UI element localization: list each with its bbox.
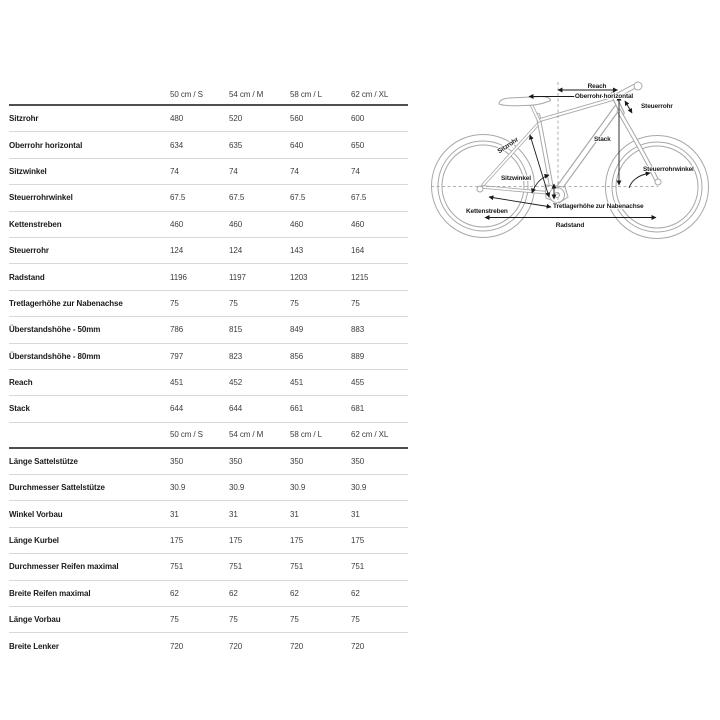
cell-value: 175 — [170, 536, 184, 546]
cell-value: 635 — [229, 140, 243, 150]
cell-value: 74 — [170, 166, 179, 176]
cell-value: 634 — [170, 140, 184, 150]
cell-value: 600 — [351, 114, 365, 124]
cell-value: 720 — [229, 641, 243, 651]
cell-value: 143 — [290, 246, 304, 256]
table-row — [9, 317, 408, 343]
row-label: Steuerrohrwinkel — [9, 193, 73, 203]
cell-value: 797 — [170, 351, 184, 361]
cell-value: 75 — [170, 298, 179, 308]
cell-value: 1215 — [351, 272, 369, 282]
cell-value: 67.5 — [229, 193, 245, 203]
cell-value: 350 — [229, 456, 243, 466]
cell-value: 350 — [290, 456, 304, 466]
front-wheel — [606, 136, 709, 239]
size-header-row — [9, 84, 408, 106]
table-row — [9, 396, 408, 422]
cell-value: 644 — [170, 404, 184, 414]
cell-value: 480 — [170, 114, 184, 124]
cell-value: 75 — [290, 298, 299, 308]
kettenstreben-label: Kettenstreben — [466, 208, 508, 215]
stack-label: Stack — [594, 136, 611, 143]
table-row — [9, 212, 408, 238]
size-column-header: 58 cm / L — [290, 89, 323, 99]
table-row — [9, 291, 408, 317]
cell-value: 75 — [229, 298, 238, 308]
cell-value: 751 — [229, 562, 243, 572]
cell-value: 75 — [290, 615, 299, 625]
table-row — [9, 633, 408, 658]
cell-value: 30.9 — [170, 483, 186, 493]
cell-value: 75 — [351, 298, 360, 308]
row-label: Durchmesser Reifen maximal — [9, 562, 119, 572]
cell-value: 67.5 — [351, 193, 367, 203]
cell-value: 124 — [229, 246, 243, 256]
handlebar-grip — [634, 82, 642, 90]
cell-value: 823 — [229, 351, 243, 361]
saddle — [499, 97, 551, 106]
cell-value: 74 — [290, 166, 299, 176]
cell-value: 75 — [229, 615, 238, 625]
row-label: Steuerrohr — [9, 246, 49, 256]
cell-value: 560 — [290, 114, 304, 124]
cell-value: 849 — [290, 325, 304, 335]
row-label: Oberrohr horizontal — [9, 140, 83, 150]
row-label: Länge Vorbau — [9, 615, 61, 625]
cell-value: 815 — [229, 325, 243, 335]
cell-value: 350 — [170, 456, 184, 466]
cell-value: 452 — [229, 378, 243, 388]
row-label: Länge Kurbel — [9, 536, 59, 546]
table-row — [9, 132, 408, 158]
steuerrohrwinkel-label: Steuerrohrwinkel — [643, 166, 694, 173]
tretlagerhoehe-label: Tretlagerhöhe zur Nabenachse — [553, 203, 644, 210]
table-row — [9, 159, 408, 185]
cell-value: 1196 — [170, 272, 187, 282]
cell-value: 67.5 — [170, 193, 186, 203]
cell-value: 30.9 — [351, 483, 367, 493]
row-label: Winkel Vorbau — [9, 509, 63, 519]
cell-value: 31 — [229, 509, 238, 519]
cell-value: 74 — [351, 166, 360, 176]
cell-value: 62 — [290, 588, 299, 598]
reach-label: Reach — [587, 83, 607, 90]
cell-value: 62 — [229, 588, 238, 598]
cell-value: 720 — [170, 641, 184, 651]
cell-value: 650 — [351, 140, 365, 150]
cell-value: 62 — [351, 588, 360, 598]
geometry-tables — [9, 84, 408, 659]
table-row — [9, 607, 408, 633]
cell-value: 720 — [290, 641, 304, 651]
row-label: Kettenstreben — [9, 219, 62, 229]
radstand-label: Radstand — [555, 222, 585, 229]
row-label: Überstandshöhe - 80mm — [9, 351, 101, 361]
geometry-table-2 — [9, 423, 408, 659]
table-row — [9, 475, 408, 501]
table-row — [9, 501, 408, 527]
row-label: Radstand — [9, 272, 45, 282]
cell-value: 62 — [170, 588, 179, 598]
row-label: Breite Reifen maximal — [9, 588, 91, 598]
size-column-header: 54 cm / M — [229, 89, 264, 99]
cell-value: 75 — [170, 615, 179, 625]
cell-value: 74 — [229, 166, 238, 176]
oberrohr-label: Oberrohr horizontal — [574, 93, 634, 100]
size-column-header: 50 cm / S — [170, 89, 203, 99]
table-row — [9, 185, 408, 211]
sitzwinkel-label: Sitzwinkel — [501, 175, 531, 182]
cell-value: 31 — [170, 509, 179, 519]
cell-value: 681 — [351, 404, 365, 414]
cell-value: 1203 — [290, 272, 308, 282]
cell-value: 786 — [170, 325, 184, 335]
table-row — [9, 106, 408, 132]
size-header-row — [9, 423, 408, 449]
cell-value: 451 — [290, 378, 304, 388]
table-row — [9, 528, 408, 554]
table-row — [9, 449, 408, 475]
table-row — [9, 344, 408, 370]
row-label: Breite Lenker — [9, 641, 59, 651]
row-label: Sitzrohr — [9, 114, 39, 124]
cell-value: 75 — [351, 615, 360, 625]
cell-value: 451 — [170, 378, 184, 388]
cell-value: 856 — [290, 351, 304, 361]
cell-value: 175 — [290, 536, 304, 546]
steuerrohr-label: Steuerrohr — [641, 103, 673, 110]
cell-value: 31 — [351, 509, 360, 519]
front-dropout — [655, 179, 661, 185]
table-row — [9, 264, 408, 290]
table-row — [9, 238, 408, 264]
row-label: Länge Sattelstütze — [9, 456, 78, 466]
table-row — [9, 370, 408, 396]
bike-geometry-diagram — [425, 55, 720, 245]
cell-value: 661 — [290, 404, 304, 414]
size-column-header: 62 cm / XL — [351, 89, 389, 99]
size-column-header: 50 cm / S — [170, 430, 203, 440]
cell-value: 30.9 — [229, 483, 245, 493]
cell-value: 520 — [229, 114, 243, 124]
cell-value: 460 — [351, 219, 365, 229]
cell-value: 350 — [351, 456, 365, 466]
cell-value: 124 — [170, 246, 184, 256]
cell-value: 751 — [170, 562, 184, 572]
row-label: Sitzwinkel — [9, 166, 47, 176]
row-label: Reach — [9, 378, 33, 388]
cell-value: 751 — [290, 562, 304, 572]
table-row — [9, 581, 408, 607]
row-label: Stack — [9, 404, 30, 414]
cell-value: 644 — [229, 404, 243, 414]
cell-value: 175 — [229, 536, 243, 546]
size-column-header: 58 cm / L — [290, 430, 323, 440]
row-label: Überstandshöhe - 50mm — [9, 325, 101, 335]
cell-value: 889 — [351, 351, 365, 361]
cell-value: 460 — [290, 219, 304, 229]
cell-value: 751 — [351, 562, 365, 572]
size-column-header: 62 cm / XL — [351, 430, 389, 440]
cell-value: 455 — [351, 378, 365, 388]
cell-value: 720 — [351, 641, 365, 651]
geometry-table-1 — [9, 84, 408, 423]
cell-value: 883 — [351, 325, 365, 335]
sitzrohr-label: Sitzrohr — [496, 136, 520, 156]
size-column-header: 54 cm / M — [229, 430, 264, 440]
table-row — [9, 554, 408, 580]
cell-value: 67.5 — [290, 193, 306, 203]
cell-value: 640 — [290, 140, 304, 150]
cell-value: 175 — [351, 536, 365, 546]
row-label: Durchmesser Sattelstütze — [9, 483, 105, 493]
cell-value: 1197 — [229, 272, 246, 282]
cell-value: 460 — [170, 219, 184, 229]
cell-value: 164 — [351, 246, 365, 256]
cell-value: 460 — [229, 219, 243, 229]
bike-diagram-svg — [425, 55, 720, 245]
cell-value: 31 — [290, 509, 299, 519]
cell-value: 30.9 — [290, 483, 306, 493]
row-label: Tretlagerhöhe zur Nabenachse — [9, 298, 123, 308]
